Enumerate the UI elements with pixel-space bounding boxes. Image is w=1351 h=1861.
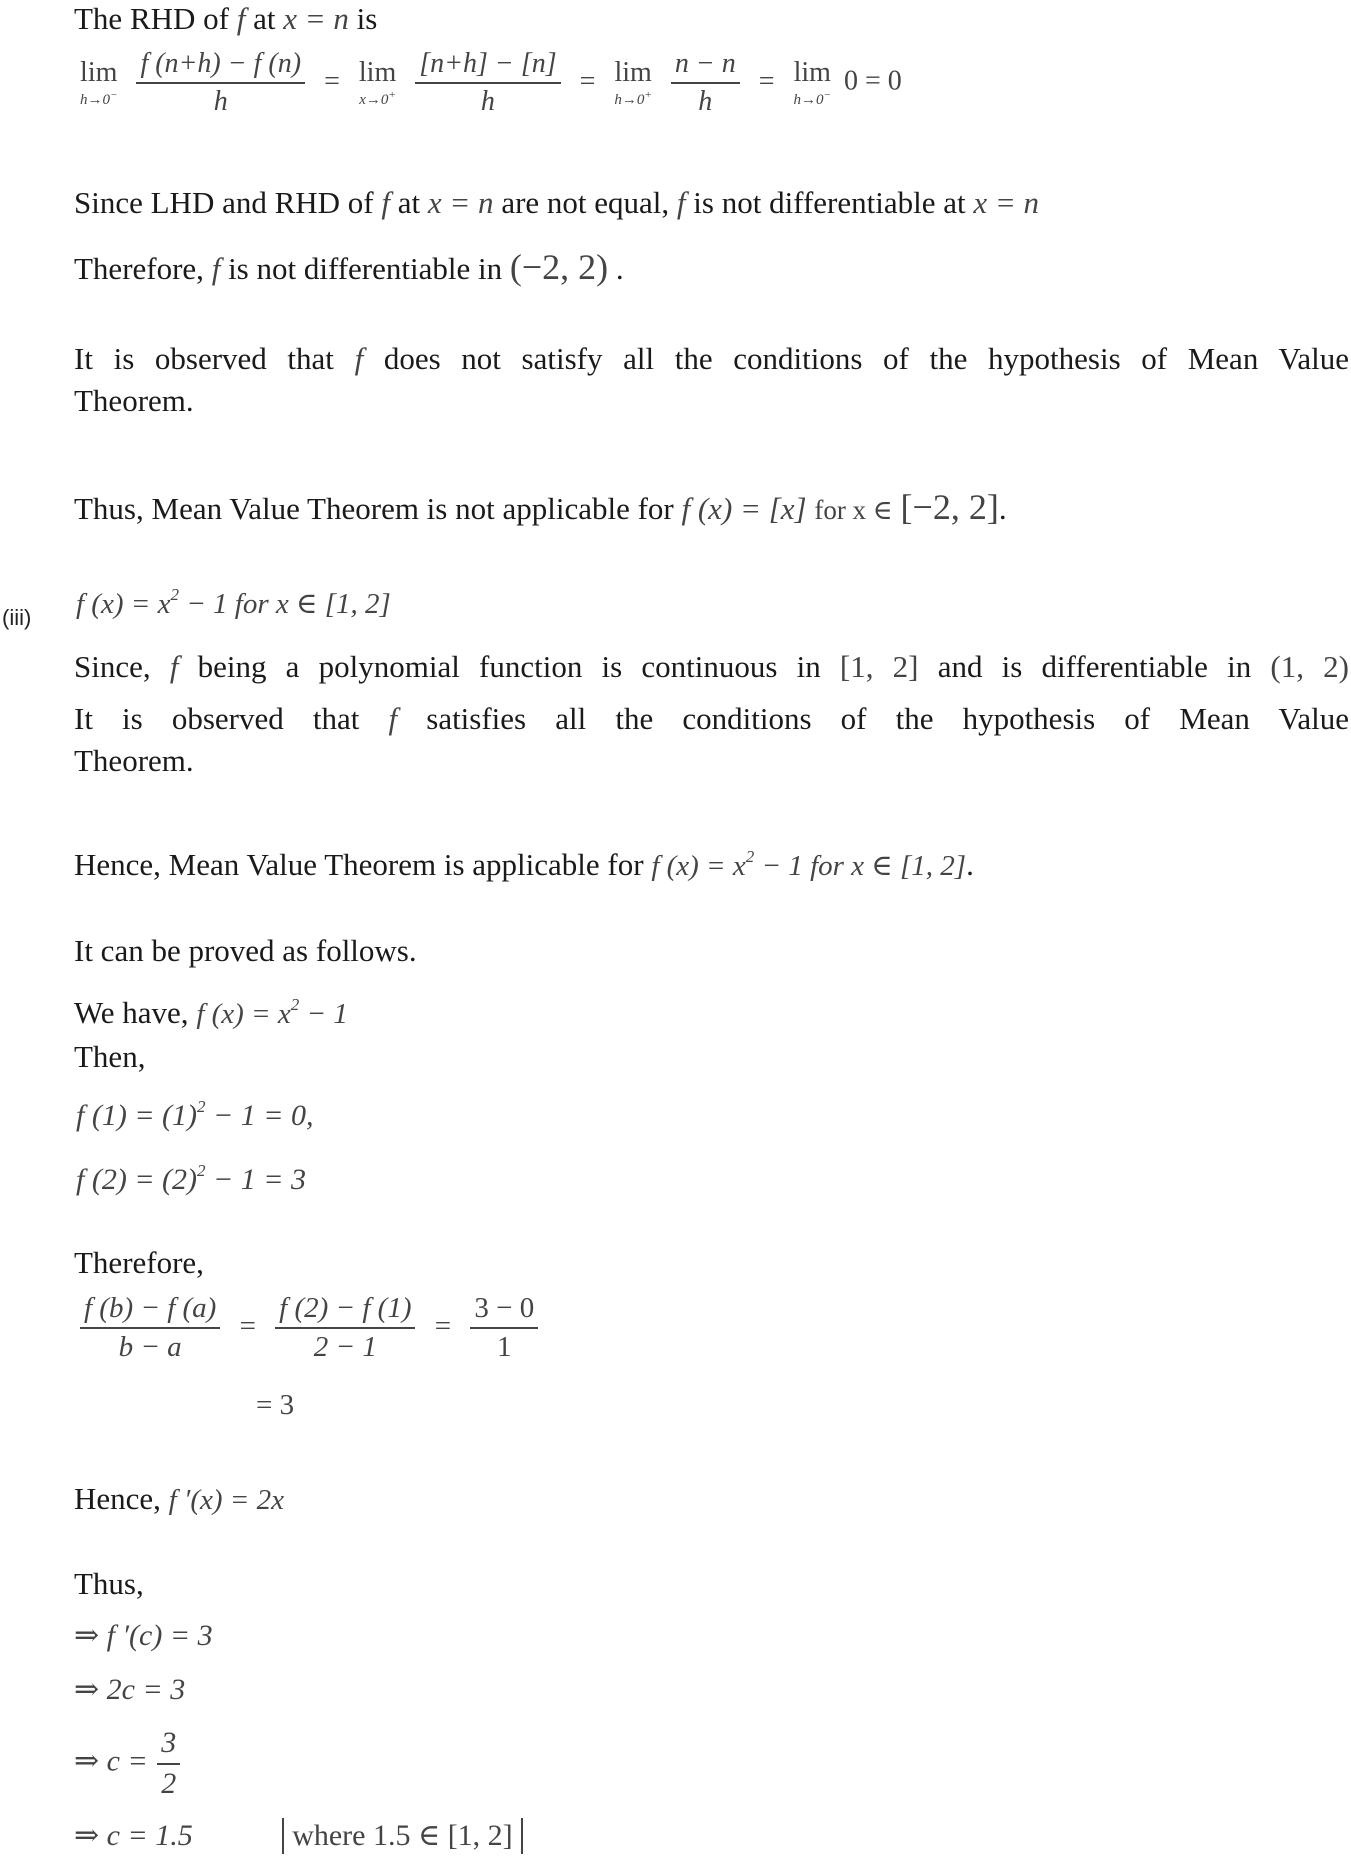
limit-1 (80, 58, 117, 108)
fraction (157, 1726, 180, 1801)
limit-result: 0 = 0 (843, 65, 902, 97)
step-1: ⇒ f ′(c) = 3 (74, 1619, 213, 1652)
math-x-eq-n: x = n (427, 185, 494, 220)
math-x-eq-n: x = n (973, 185, 1040, 220)
fraction-3 (470, 1292, 538, 1365)
math-f: f (169, 649, 179, 684)
equals: = (239, 1310, 256, 1342)
lim-sub: h→0+ (614, 88, 652, 108)
math-for-x-in: for x ∈ (814, 495, 893, 525)
step-3: ⇒ c = $\frac{3}{2}$ (74, 1726, 186, 1801)
we-have-line: We have, f $(x) = x^2 - 1$ (74, 995, 348, 1030)
lim-word: lim (80, 57, 118, 89)
since-polynomial: Since, f being a polynomial function is continuous in [1, 2] and is differentiable in (1, 2) (74, 649, 1349, 684)
hence-derivative: Hence, f ′(x) = 2x (74, 1481, 284, 1516)
f-of-2: f $(2) = (2)^2 - 1 = 3$ (76, 1161, 307, 1196)
step-4: ⇒ c = 1.5 where 1.5 ∈ [1, 2] (74, 1818, 523, 1854)
math-f: f (676, 185, 686, 220)
denominator: b − a (118, 1331, 182, 1364)
observed-not-satisfy-cont: Theorem. (74, 383, 194, 418)
observed-not-satisfy: It is observed that f does not satisfy all the conditions of the hypothesis of Mean Value (74, 341, 1349, 376)
denominator: h (213, 86, 228, 118)
denominator: 2 − 1 (313, 1331, 377, 1364)
fraction-2 (275, 1292, 415, 1365)
fraction-1 (80, 1292, 220, 1365)
text: at (253, 1, 276, 36)
text: is (356, 1, 378, 36)
lim-sub: x→0+ (359, 88, 396, 108)
therefore-not-differentiable: Therefore, f is not differentiable in (−2, 2) . (74, 247, 624, 287)
math-f: f (354, 341, 364, 376)
rhd-intro (74, 0, 377, 37)
thus-label: Thus, (74, 1566, 144, 1601)
f-of-1: f $(1) = (1)^2 - 1 = 0$, (76, 1097, 314, 1132)
math-derivative: f ′(x) = 2x (168, 1484, 284, 1516)
thus-not-applicable: Thus, Mean Value Theorem is not applicable for f (x) = [x] for x ∈ [−2, 2]. (74, 487, 1007, 527)
math-function: f $(x) = x^2 - 1$ (196, 995, 348, 1030)
equals: = (579, 65, 596, 97)
text: The RHD of (74, 1, 229, 36)
step-2: ⇒ 2c = 3 (74, 1673, 186, 1706)
closed-interval: [1, 2] (839, 649, 919, 684)
lim-word: lim (614, 57, 652, 89)
closed-interval: [−2, 2] (900, 487, 999, 527)
rhd-limit-equation (74, 48, 902, 118)
math-f: f (211, 251, 221, 286)
equals: = (758, 65, 775, 97)
lim-sub: h→0− (793, 88, 831, 108)
numerator: n − n (671, 48, 740, 84)
since-lhd-rhd-line: Since LHD and RHD of f at x = n are not equal, f is not differentiable at x = n (74, 185, 1040, 220)
numerator: [n+h] − [n] (415, 48, 560, 84)
math-f: f (388, 701, 398, 736)
mvt-result: = 3 (256, 1389, 295, 1421)
numerator: f (b) − f (a) (80, 1292, 220, 1329)
denominator: h (698, 86, 713, 118)
limit-3 (614, 58, 651, 108)
math-function: f $(x) = x^2 - 1$ for x ∈ [1, 2] (651, 847, 967, 882)
denominator: 2 (161, 1766, 177, 1800)
part-iii-function: f $(x) = x^2 - 1$ for x ∈ [1, 2] (76, 585, 391, 620)
limit-2 (359, 58, 396, 108)
limit-4 (794, 58, 831, 108)
therefore-label: Therefore, (74, 1245, 204, 1280)
fraction-2 (415, 48, 560, 118)
then-label: Then, (74, 1039, 146, 1074)
part-label: (iii) (2, 605, 32, 630)
lim-word: lim (793, 57, 831, 89)
lim-sub: h→0− (80, 88, 118, 108)
denominator: h (480, 86, 495, 118)
numerator: 3 (157, 1726, 180, 1765)
open-interval: (−2, 2) (509, 247, 609, 287)
math-f: f (381, 185, 390, 220)
hence-applicable: Hence, Mean Value Theorem is applicable for f $(x) = x^2 - 1$ for x ∈ [1, 2]. (74, 847, 974, 882)
math-fx-floor: f (x) = [x] (681, 491, 807, 526)
math-f: f (236, 1, 246, 36)
denominator: 1 (497, 1331, 512, 1364)
observed-satisfies-cont: Theorem. (74, 743, 194, 778)
equals: = (324, 65, 340, 97)
numerator: 3 − 0 (470, 1292, 538, 1329)
numerator: f (n+h) − f (n) (136, 48, 305, 84)
proved-as-follows: It can be proved as follows. (74, 933, 417, 968)
lim-word: lim (358, 57, 397, 89)
mvt-fraction-equation (74, 1292, 544, 1365)
open-interval: (1, 2) (1270, 649, 1349, 684)
math-x-eq-n: x = n (283, 1, 349, 36)
observed-satisfies: It is observed that f satisfies all the conditions of the hypothesis of Mean Value (74, 701, 1349, 736)
equals: = (434, 1310, 452, 1342)
fraction-3 (671, 48, 740, 118)
fraction-1 (136, 48, 305, 118)
where-bracket: where 1.5 ∈ [1, 2] (282, 1818, 522, 1854)
numerator: f (2) − f (1) (275, 1292, 415, 1329)
